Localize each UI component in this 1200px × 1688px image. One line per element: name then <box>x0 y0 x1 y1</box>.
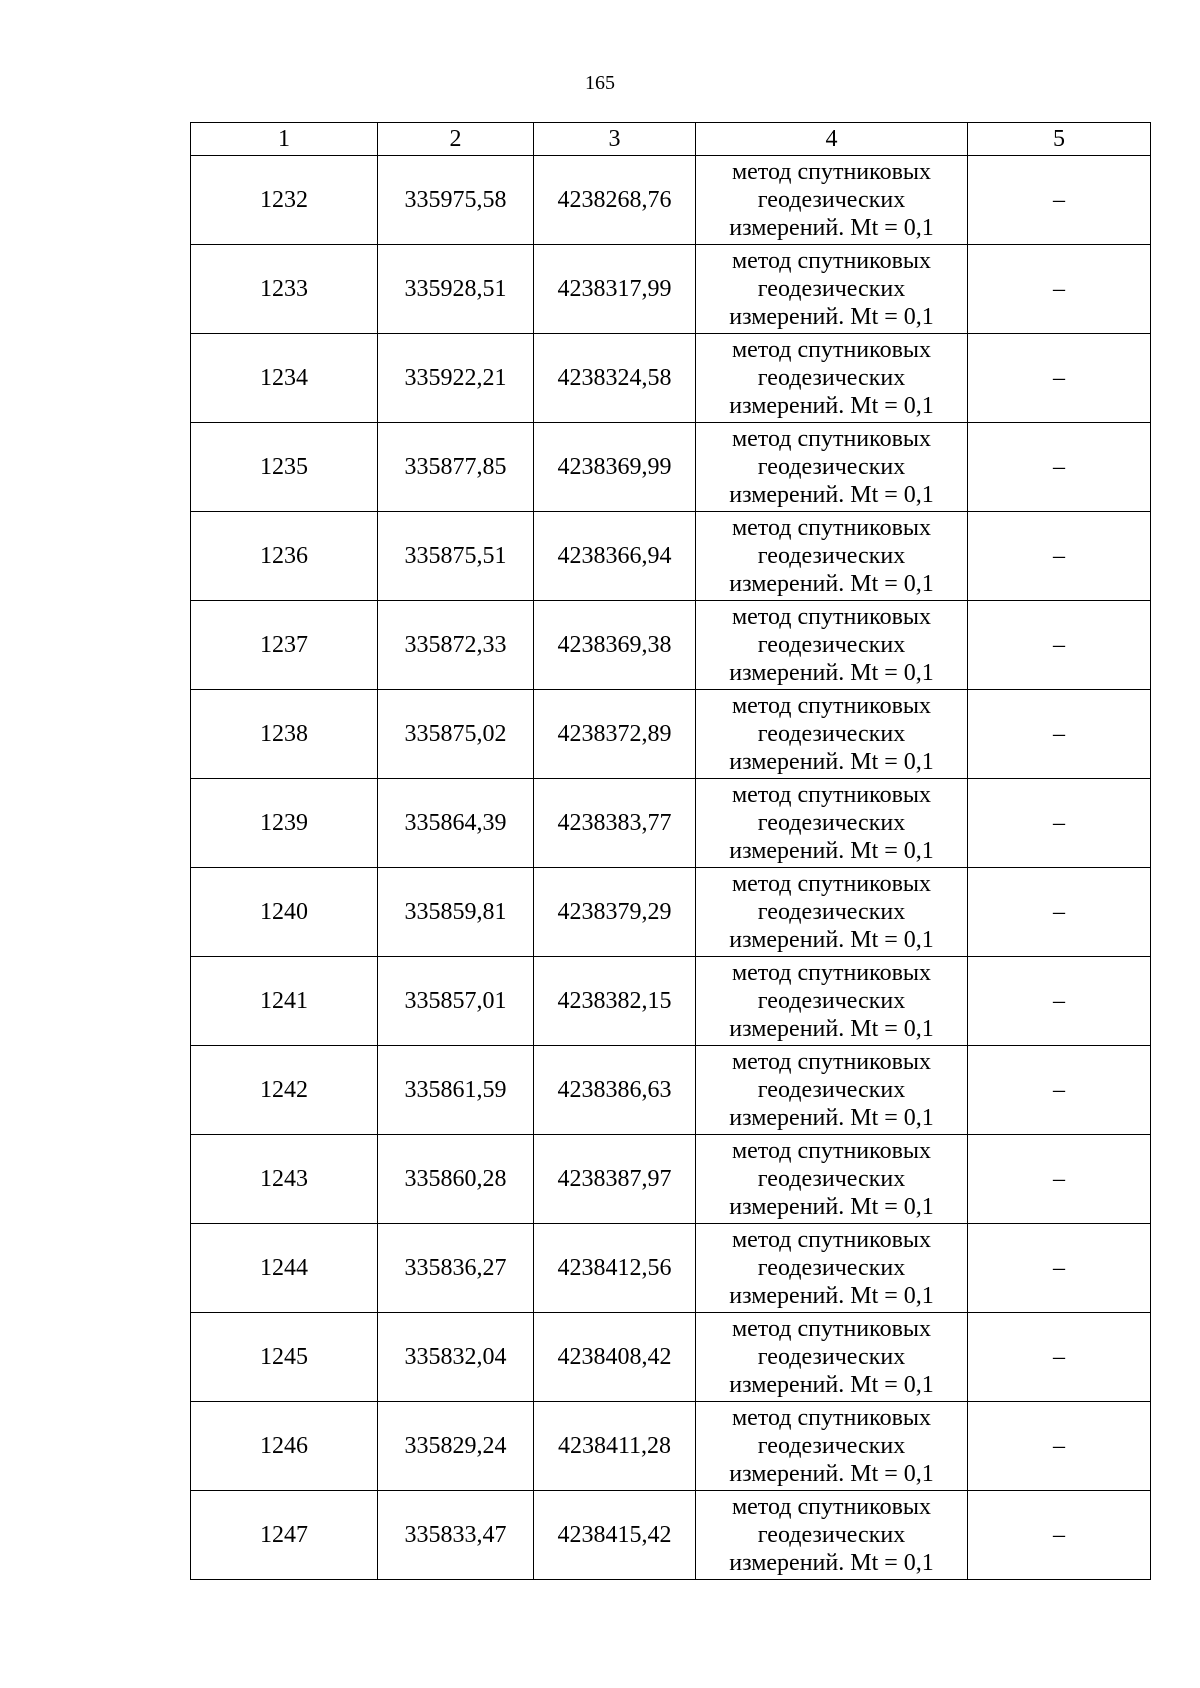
y-coordinate-cell: 4238408,42 <box>534 1313 696 1402</box>
table-header-row <box>191 123 1151 156</box>
table-row <box>191 334 1151 423</box>
note-cell: – <box>968 957 1151 1046</box>
method-line: измерений. Mt = 0,1 <box>729 393 934 419</box>
method-line: измерений. Mt = 0,1 <box>729 304 934 330</box>
method-line: измерений. Mt = 0,1 <box>729 215 934 241</box>
x-coordinate-cell: 335860,28 <box>378 1135 534 1224</box>
method-line: геодезических <box>757 810 906 836</box>
method-line: измерений. Mt = 0,1 <box>729 749 934 775</box>
point-number-cell: 1233 <box>191 245 378 334</box>
x-coordinate-cell: 335861,59 <box>378 1046 534 1135</box>
y-coordinate-cell: 4238412,56 <box>534 1224 696 1313</box>
point-number-cell: 1236 <box>191 512 378 601</box>
method-line: метод спутниковых <box>731 515 932 541</box>
point-number-cell: 1232 <box>191 156 378 245</box>
method-line: измерений. Mt = 0,1 <box>729 482 934 508</box>
x-coordinate-cell: 335833,47 <box>378 1491 534 1580</box>
method-cell <box>696 423 968 512</box>
method-line: геодезических <box>757 1077 906 1103</box>
table-row <box>191 1313 1151 1402</box>
table-row <box>191 690 1151 779</box>
header-col-2: 2 <box>378 123 534 156</box>
method-line: метод спутниковых <box>731 426 932 452</box>
point-number-cell: 1247 <box>191 1491 378 1580</box>
method-line: метод спутниковых <box>731 1494 932 1520</box>
point-number-cell: 1234 <box>191 334 378 423</box>
method-line: метод спутниковых <box>731 604 932 630</box>
method-line: измерений. Mt = 0,1 <box>729 1105 934 1131</box>
method-line: измерений. Mt = 0,1 <box>729 1550 934 1576</box>
method-cell <box>696 601 968 690</box>
method-line: метод спутниковых <box>731 871 932 897</box>
y-coordinate-cell: 4238379,29 <box>534 868 696 957</box>
method-line: метод спутниковых <box>731 159 932 185</box>
method-cell <box>696 512 968 601</box>
point-number-cell: 1246 <box>191 1402 378 1491</box>
method-line: геодезических <box>757 899 906 925</box>
method-cell <box>696 1402 968 1491</box>
method-line: геодезических <box>757 1344 906 1370</box>
method-line: метод спутниковых <box>731 1049 932 1075</box>
y-coordinate-cell: 4238387,97 <box>534 1135 696 1224</box>
table-row <box>191 1135 1151 1224</box>
method-cell <box>696 156 968 245</box>
method-line: измерений. Mt = 0,1 <box>729 1283 934 1309</box>
x-coordinate-cell: 335975,58 <box>378 156 534 245</box>
method-line: метод спутниковых <box>731 337 932 363</box>
method-line: метод спутниковых <box>731 693 932 719</box>
y-coordinate-cell: 4238372,89 <box>534 690 696 779</box>
y-coordinate-cell: 4238411,28 <box>534 1402 696 1491</box>
method-line: измерений. Mt = 0,1 <box>729 1372 934 1398</box>
note-cell: – <box>968 1402 1151 1491</box>
point-number-cell: 1242 <box>191 1046 378 1135</box>
note-cell: – <box>968 1491 1151 1580</box>
method-line: геодезических <box>757 632 906 658</box>
method-cell <box>696 334 968 423</box>
x-coordinate-cell: 335875,02 <box>378 690 534 779</box>
table-row <box>191 601 1151 690</box>
y-coordinate-cell: 4238415,42 <box>534 1491 696 1580</box>
x-coordinate-cell: 335836,27 <box>378 1224 534 1313</box>
table-row <box>191 512 1151 601</box>
method-cell <box>696 690 968 779</box>
method-line: геодезических <box>757 543 906 569</box>
method-line: геодезических <box>757 1255 906 1281</box>
x-coordinate-cell: 335859,81 <box>378 868 534 957</box>
method-line: геодезических <box>757 988 906 1014</box>
y-coordinate-cell: 4238386,63 <box>534 1046 696 1135</box>
method-cell <box>696 868 968 957</box>
method-line: геодезических <box>757 721 906 747</box>
method-line: метод спутниковых <box>731 782 932 808</box>
method-line: геодезических <box>757 1522 906 1548</box>
method-line: геодезических <box>757 1433 906 1459</box>
point-number-cell: 1238 <box>191 690 378 779</box>
method-line: геодезических <box>757 365 906 391</box>
y-coordinate-cell: 4238317,99 <box>534 245 696 334</box>
table-row <box>191 1224 1151 1313</box>
y-coordinate-cell: 4238369,99 <box>534 423 696 512</box>
point-number-cell: 1239 <box>191 779 378 868</box>
point-number-cell: 1244 <box>191 1224 378 1313</box>
x-coordinate-cell: 335872,33 <box>378 601 534 690</box>
method-cell <box>696 779 968 868</box>
header-col-3: 3 <box>534 123 696 156</box>
method-line: измерений. Mt = 0,1 <box>729 1016 934 1042</box>
point-number-cell: 1241 <box>191 957 378 1046</box>
method-line: геодезических <box>757 276 906 302</box>
table-row <box>191 1491 1151 1580</box>
point-number-cell: 1240 <box>191 868 378 957</box>
y-coordinate-cell: 4238268,76 <box>534 156 696 245</box>
header-col-5: 5 <box>968 123 1151 156</box>
y-coordinate-cell: 4238382,15 <box>534 957 696 1046</box>
note-cell: – <box>968 690 1151 779</box>
method-line: измерений. Mt = 0,1 <box>729 838 934 864</box>
method-line: измерений. Mt = 0,1 <box>729 1461 934 1487</box>
method-line: измерений. Mt = 0,1 <box>729 660 934 686</box>
note-cell: – <box>968 1224 1151 1313</box>
note-cell: – <box>968 334 1151 423</box>
x-coordinate-cell: 335877,85 <box>378 423 534 512</box>
method-line: геодезических <box>757 187 906 213</box>
note-cell: – <box>968 1135 1151 1224</box>
page-number: 165 <box>585 72 615 94</box>
table-row <box>191 868 1151 957</box>
coordinates-table <box>190 122 1151 1580</box>
y-coordinate-cell: 4238366,94 <box>534 512 696 601</box>
point-number-cell: 1235 <box>191 423 378 512</box>
method-line: геодезических <box>757 454 906 480</box>
method-cell <box>696 1135 968 1224</box>
method-line: измерений. Mt = 0,1 <box>729 1194 934 1220</box>
y-coordinate-cell: 4238383,77 <box>534 779 696 868</box>
table-row <box>191 423 1151 512</box>
method-line: метод спутниковых <box>731 1405 932 1431</box>
x-coordinate-cell: 335857,01 <box>378 957 534 1046</box>
method-cell <box>696 957 968 1046</box>
note-cell: – <box>968 601 1151 690</box>
header-col-1: 1 <box>191 123 378 156</box>
note-cell: – <box>968 1046 1151 1135</box>
method-line: метод спутниковых <box>731 960 932 986</box>
method-line: метод спутниковых <box>731 248 932 274</box>
note-cell: – <box>968 1313 1151 1402</box>
method-cell <box>696 245 968 334</box>
note-cell: – <box>968 156 1151 245</box>
method-line: геодезических <box>757 1166 906 1192</box>
method-cell <box>696 1224 968 1313</box>
y-coordinate-cell: 4238369,38 <box>534 601 696 690</box>
point-number-cell: 1245 <box>191 1313 378 1402</box>
table-row <box>191 156 1151 245</box>
x-coordinate-cell: 335875,51 <box>378 512 534 601</box>
note-cell: – <box>968 779 1151 868</box>
x-coordinate-cell: 335829,24 <box>378 1402 534 1491</box>
method-cell <box>696 1491 968 1580</box>
method-line: метод спутниковых <box>731 1138 932 1164</box>
x-coordinate-cell: 335832,04 <box>378 1313 534 1402</box>
note-cell: – <box>968 868 1151 957</box>
table-row <box>191 1046 1151 1135</box>
method-line: измерений. Mt = 0,1 <box>729 927 934 953</box>
note-cell: – <box>968 245 1151 334</box>
x-coordinate-cell: 335922,21 <box>378 334 534 423</box>
x-coordinate-cell: 335864,39 <box>378 779 534 868</box>
note-cell: – <box>968 423 1151 512</box>
note-cell: – <box>968 512 1151 601</box>
table-row <box>191 957 1151 1046</box>
method-line: метод спутниковых <box>731 1227 932 1253</box>
header-col-4: 4 <box>696 123 968 156</box>
table-row <box>191 245 1151 334</box>
method-line: метод спутниковых <box>731 1316 932 1342</box>
method-line: измерений. Mt = 0,1 <box>729 571 934 597</box>
table-row <box>191 779 1151 868</box>
table-row <box>191 1402 1151 1491</box>
point-number-cell: 1243 <box>191 1135 378 1224</box>
x-coordinate-cell: 335928,51 <box>378 245 534 334</box>
method-cell <box>696 1313 968 1402</box>
table-body <box>191 156 1151 1580</box>
method-cell <box>696 1046 968 1135</box>
point-number-cell: 1237 <box>191 601 378 690</box>
y-coordinate-cell: 4238324,58 <box>534 334 696 423</box>
